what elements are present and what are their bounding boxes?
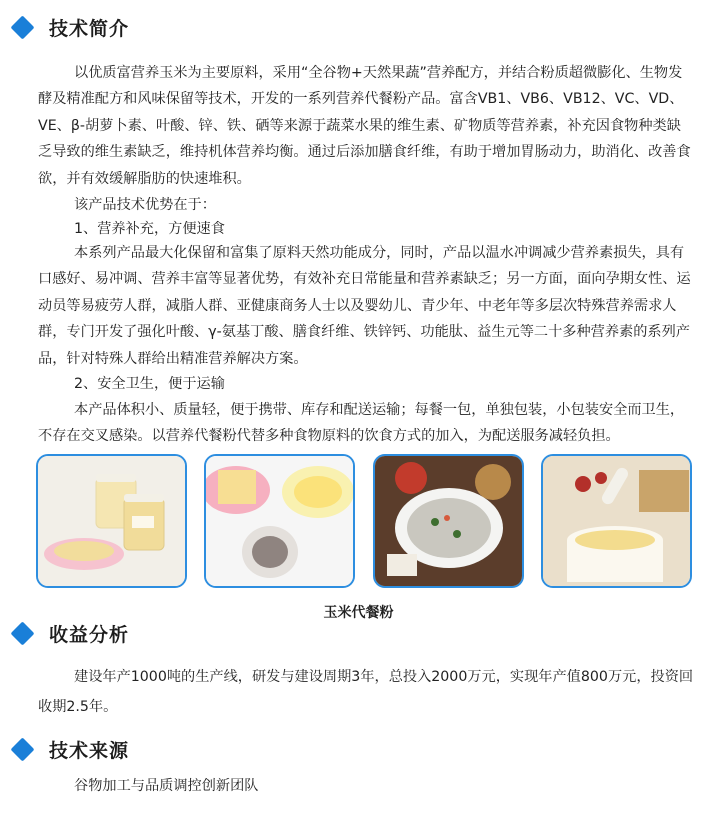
product-photo-porridge	[373, 454, 524, 588]
point1-title: 1、营养补充，方便速食	[74, 221, 225, 237]
point2-paragraph: 本产品体积小、质量轻，便于携带、库存和配送运输；每餐一包，单独包装，小包装安全而卫生，不存在交叉感染。以营养代餐粉代替多种食物原料的饮食方式的加入，为配送服务减轻负担。	[38, 402, 685, 445]
product-photo-cup	[541, 454, 692, 588]
point1-paragraph: 本系列产品最大化保留和富集了原料天然功能成分，同时，产品以温水冲调减少营养素损失，具有口感好、易冲调、营养丰富等显著优势，有效补充日常能量和营养素缺乏；另一方面，面向孕期女性、运动员等易疲劳人群，减脂人群、亚健康商务人士以及婴幼儿、青少年、中老年等多层次特殊营养需求人群，专门开发了强化叶酸、γ-氨基丁酸、膳食纤维、铁锌钙、功能肽、益生元等二十多种营养素的系列产品，针对特殊人群给出精准营养解决方案。	[38, 245, 691, 367]
section-title-intro: 技术简介	[49, 17, 130, 40]
benefit-paragraph: 建设年产1000吨的生产线，研发与建设周期3年，总投入2000万元，实现年产值800万元，投资回收期2.5年。	[38, 669, 694, 715]
section-title-benefit: 收益分析	[49, 623, 130, 646]
source-text: 谷物加工与品质调控创新团队	[74, 778, 259, 794]
photo-caption: 玉米代餐粉	[323, 605, 394, 621]
diamond-bullet-icon	[10, 737, 34, 761]
product-photo-row	[36, 454, 692, 588]
section-title-source: 技术来源	[49, 739, 130, 762]
product-photo-bowls	[204, 454, 355, 588]
section-header-intro	[8, 12, 129, 42]
intro-paragraph: 以优质富营养玉米为主要原料，采用“全谷物+天然果蔬”营养配方，并结合粉质超微膨化、生物发酵及精准配方和风味保留等技术，开发的一系列营养代餐粉产品。富含VB1、VB6、VB12、VC、VD、VE、β-胡萝卜素、叶酸、锌、铁、硒等来源于蔬菜水果的维生素、矿物质等营养素，补充因食物种类缺乏导致的维生素缺乏，维持机体营养均衡。通过后添加膳食纤维，有助于增加胃肠动力，助消化、改善食欲，并有效缓解脂肪的快速堆积。	[38, 65, 691, 187]
diamond-bullet-icon	[10, 621, 34, 645]
section-header-benefit	[8, 618, 129, 648]
diamond-bullet-icon	[10, 15, 34, 39]
product-photo-jars	[36, 454, 187, 588]
section-header-source	[8, 734, 129, 764]
advantage-intro: 该产品技术优势在于：	[74, 197, 216, 213]
point2-title: 2、安全卫生，便于运输	[74, 376, 225, 392]
